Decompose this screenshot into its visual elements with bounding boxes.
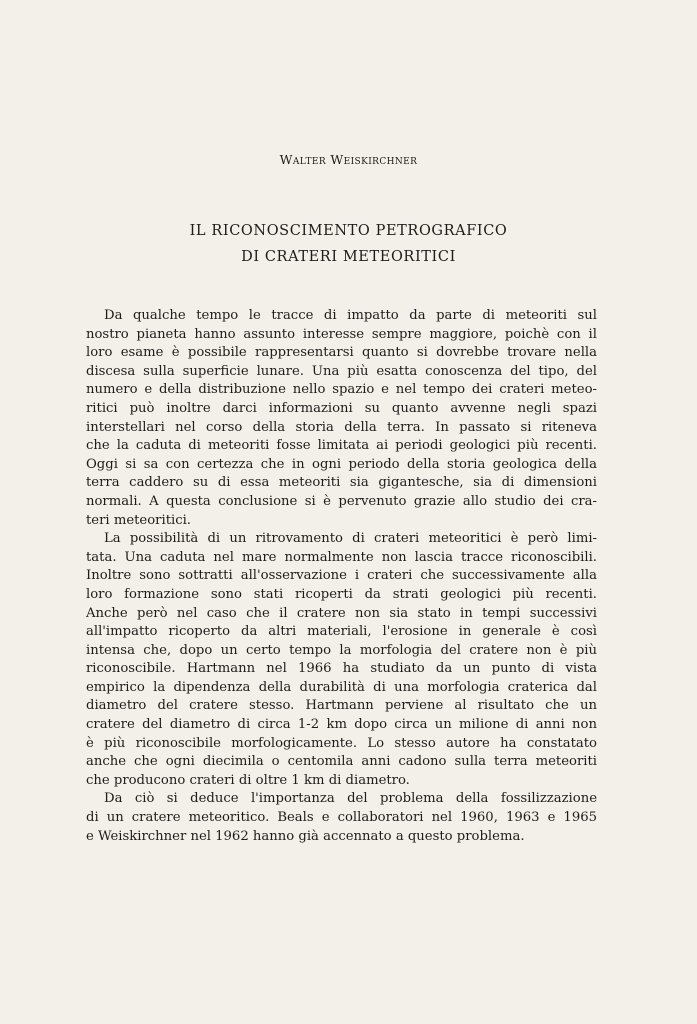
author-name: Walter Weiskirchner <box>279 152 418 167</box>
text-line: tata. Una caduta nel mare normalmente non lascia tracce riconoscibili. <box>86 549 597 565</box>
text-line: riconoscibile. Hartmann nel 1966 ha studiato da un punto di vista <box>86 661 597 677</box>
text-line: Da ciò si deduce l'importanza del problema della fossilizzazione <box>104 791 597 807</box>
text-line: interstellari nel corso della storia della terra. In passato si riteneva <box>86 419 597 435</box>
paragraph-1 <box>86 307 597 530</box>
text-line: ritici può inoltre darci informazioni su quanto avvenne negli spazi <box>86 400 597 416</box>
text-line: nostro pianeta hanno assunto interesse sempre maggiore, poichè con il <box>86 326 597 342</box>
text-line: numero e della distribuzione nello spazio e nel tempo dei crateri meteo- <box>86 382 597 398</box>
text-line: che la caduta di meteoriti fosse limitata ai periodi geologici più recenti. <box>86 438 597 454</box>
text-line: discesa sulla superficie lunare. Una più esatta conoscenza del tipo, del <box>86 363 597 379</box>
text-line: all'impatto ricoperto da altri materiali, l'erosione in generale è così <box>86 624 597 640</box>
text-line: anche che ogni diecimila o centomila anni cadono sulla terra meteoriti <box>86 754 597 770</box>
text-line: Anche però nel caso che il cratere non sia stato in tempi successivi <box>86 605 597 621</box>
text-line: Oggi si sa con certezza che in ogni periodo della storia geologica della <box>86 456 597 472</box>
text-line: diametro del cratere stesso. Hartmann perviene al risultato che un <box>86 698 597 714</box>
text-line: è più riconoscibile morfologicamente. Lo stesso autore ha constatato <box>86 735 597 751</box>
article-body <box>86 307 597 846</box>
text-line: e Weiskirchner nel 1962 hanno già accennato a questo problema. <box>86 828 525 844</box>
text-line: Da qualche tempo le tracce di impatto da parte di meteoriti sul <box>104 308 597 323</box>
text-line: empirico la dipendenza della durabilità di una morfologia craterica dal <box>86 679 597 695</box>
text-line: teri meteoritici. <box>86 512 192 528</box>
text-line: intensa che, dopo un certo tempo la morfologia del cratere non è più <box>86 642 597 658</box>
text-line: loro esame è possibile rappresentarsi quanto si dovrebbe trovare nella <box>86 345 597 361</box>
paragraph-2 <box>86 530 597 790</box>
text-line: loro formazione sono stati ricoperti da strati geologici più recenti. <box>86 586 597 602</box>
text-line: terra caddero su di essa meteoriti sia gigantesche, sia di dimensioni <box>86 475 597 491</box>
text-line: cratere del diametro di circa 1-2 km dopo circa un milione di anni non <box>86 717 597 733</box>
title-line-1: IL RICONOSCIMENTO PETROGRAFICO <box>189 223 508 239</box>
text-line: normali. A questa conclusione si è pervenuto grazie allo studio dei cra- <box>86 493 597 509</box>
paragraph-3 <box>86 790 597 846</box>
text-line: Inoltre sono sottratti all'osservazione i crateri che successivamente alla <box>86 568 597 584</box>
title-line-2: DI CRATERI METEORITICI <box>241 249 456 265</box>
text-line: di un cratere meteoritico. Beals e collaboratori nel 1960, 1963 e 1965 <box>86 810 597 826</box>
text-line: che producono crateri di oltre 1 km di diametro. <box>86 772 410 788</box>
article-title <box>0 218 697 270</box>
text-line: La possibilità di un ritrovamento di crateri meteoritici è però limi- <box>104 531 597 547</box>
